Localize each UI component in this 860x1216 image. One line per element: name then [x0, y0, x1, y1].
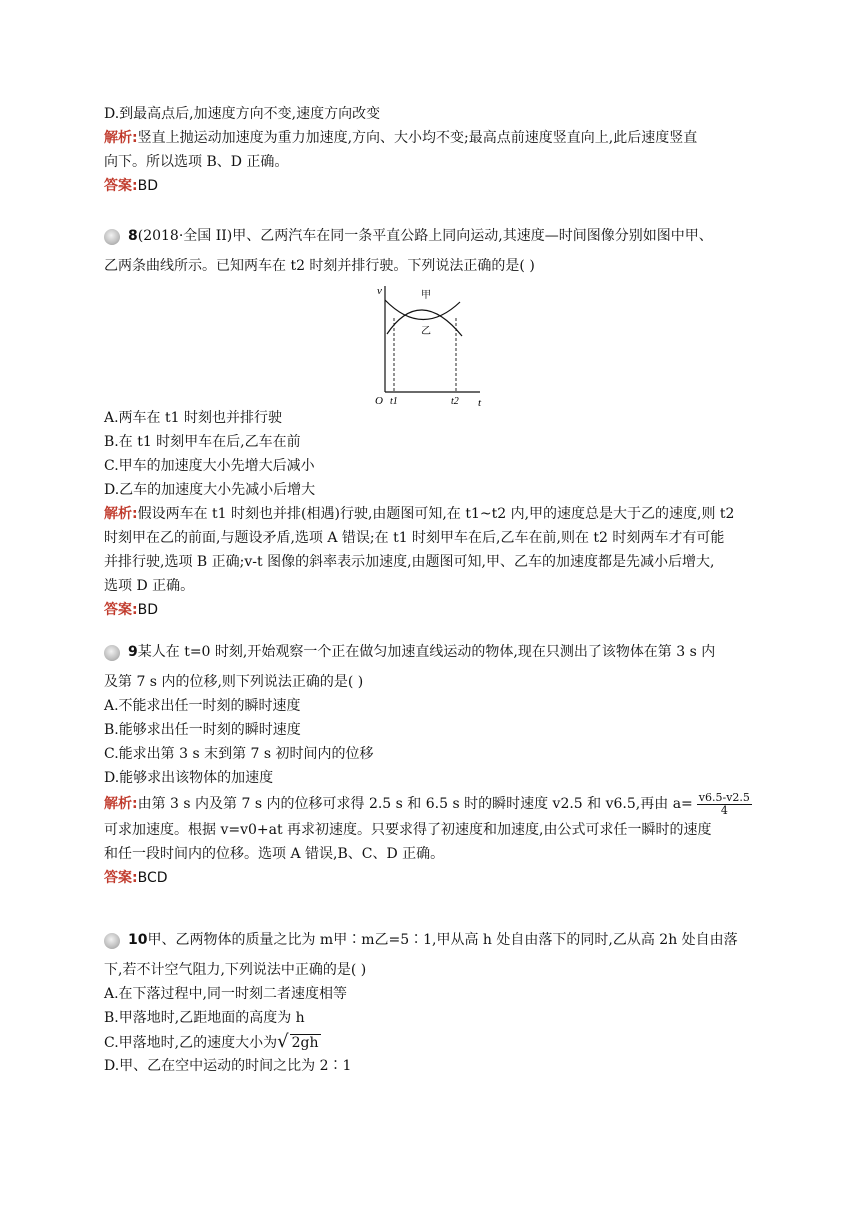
answer-value: BD [137, 178, 158, 194]
question-bullet-icon [104, 644, 126, 660]
question-8 [104, 224, 764, 622]
q9-answer [104, 866, 764, 890]
t1-label: t1 [390, 396, 398, 407]
q10-option-d: D.甲、乙在空中运动的时间之比为 2∶1 [104, 1058, 352, 1074]
analysis-label: 解析: [104, 130, 138, 146]
q10-stem-line-1 [104, 928, 764, 952]
q10-option-c [104, 1030, 764, 1054]
analysis-label: 解析: [104, 796, 138, 812]
q7-analysis-line-2: 向下。所以选项 B、D 正确。 [104, 154, 289, 170]
option-c-text: C.甲落地时,乙的速度大小为 [104, 1035, 278, 1051]
answer-value: BCD [137, 870, 168, 886]
analysis-text: 由第 3 s 内及第 7 s 内的位移可求得 2.5 s 和 6.5 s 时的瞬时速度 v2.5 和 v6.5,再由 a= [137, 796, 693, 812]
fraction-denominator: 4 [720, 803, 728, 817]
q8-option-b: B.在 t1 时刻甲车在后,乙车在前 [104, 434, 301, 450]
analysis-label: 解析: [104, 506, 138, 522]
q9-stem-line-2: 及第 7 s 内的位移,则下列说法正确的是( ) [104, 674, 364, 690]
q8-stem-line-1 [104, 224, 764, 248]
q8-answer [104, 598, 764, 622]
question-bullet-icon [104, 228, 126, 244]
fraction-numerator: v6.5-v2.5 [698, 790, 750, 804]
t2-label: t2 [451, 396, 459, 407]
q7-answer [104, 174, 764, 198]
q8-vt-figure [104, 280, 764, 409]
q8-option-c: C.甲车的加速度大小先增大后减小 [104, 458, 315, 474]
question-7-tail [104, 102, 764, 198]
q9-analysis-line-3: 和任一段时间内的位移。选项 A 错误,B、C、D 正确。 [104, 846, 445, 862]
q10-stem-text: 甲、乙两物体的质量之比为 m甲∶m乙=5∶1,甲从高 h 处自由落下的同时,乙从高 2h 处自由落 [147, 932, 738, 948]
q9-option-c: C.能求出第 3 s 末到第 7 s 初时间内的位移 [104, 746, 374, 762]
question-number: 8 [128, 228, 138, 244]
q9-analysis-line-2: 可求加速度。根据 v=v0+at 再求初速度。只要求得了初速度和加速度,由公式可求任一瞬时的速度 [104, 822, 712, 838]
q8-analysis-line-4: 选项 D 正确。 [104, 578, 195, 594]
t-axis-label: t [478, 397, 482, 409]
q9-analysis-line-1 [104, 790, 764, 818]
q9-stem-text: 某人在 t=0 时刻,开始观察一个正在做匀加速直线运动的物体,现在只测出了该物体在第 3 s 内 [137, 644, 716, 660]
q7-analysis-line-1 [104, 126, 764, 150]
q10-option-b: B.甲落地时,乙距地面的高度为 h [104, 1010, 305, 1026]
answer-value: BD [137, 602, 158, 618]
acceleration-fraction [697, 792, 752, 817]
q8-option-a: A.两车在 t1 时刻也并排行驶 [104, 410, 282, 426]
answer-label: 答案: [104, 178, 138, 194]
q8-stem-line-2: 乙两条曲线所示。已知两车在 t2 时刻并排行驶。下列说法正确的是( ) [104, 258, 535, 274]
q9-option-a: A.不能求出任一时刻的瞬时速度 [104, 698, 301, 714]
q8-option-d: D.乙车的加速度大小先减小后增大 [104, 482, 316, 498]
q8-analysis-line-2: 时刻甲在乙的前面,与题设矛盾,选项 A 错误;在 t1 时刻甲车在后,乙车在前,则在 t2 时刻两车才有可能 [104, 530, 725, 546]
yi-label: 乙 [421, 326, 431, 337]
q10-option-a: A.在下落过程中,同一时刻二者速度相等 [104, 986, 348, 1002]
q9-option-d: D.能够求出该物体的加速度 [104, 770, 274, 786]
v-axis-label: v [377, 285, 382, 297]
vt-graph [104, 280, 764, 409]
question-bullet-icon [104, 932, 126, 948]
question-number: 10 [128, 932, 148, 948]
analysis-text: 假设两车在 t1 时刻也并排(相遇)行驶,由题图可知,在 t1~t2 内,甲的速度总是大于乙的速度,则 t2 [137, 506, 735, 522]
sqrt-icon: √ [277, 1031, 289, 1052]
answer-label: 答案: [104, 870, 138, 886]
q8-analysis-line-1 [104, 502, 764, 526]
q9-option-b: B.能够求出任一时刻的瞬时速度 [104, 722, 301, 738]
question-number: 9 [128, 644, 138, 660]
q10-stem-line-2: 下,若不计空气阻力,下列说法中正确的是( ) [104, 962, 367, 978]
origin-label: O [375, 395, 383, 407]
jia-label: 甲 [421, 290, 431, 301]
answer-label: 答案: [104, 602, 138, 618]
q9-stem-line-1 [104, 640, 764, 664]
analysis-text: 竖直上抛运动加速度为重力加速度,方向、大小均不变;最高点前速度竖直向上,此后速度竖直 [137, 130, 698, 146]
q7-option-d: D.到最高点后,加速度方向不变,速度方向改变 [104, 106, 381, 122]
q8-stem-text: (2018·全国 II)甲、乙两汽车在同一条平直公路上同向运动,其速度—时间图像分别如图中甲、 [137, 228, 713, 244]
question-9 [104, 640, 764, 890]
question-10 [104, 928, 764, 1078]
q8-analysis-line-3: 并排行驶,选项 B 正确;v-t 图像的斜率表示加速度,由题图可知,甲、乙车的加速度都是先减小后增大, [104, 554, 715, 570]
sqrt-radicand: 2gh [291, 1035, 319, 1051]
